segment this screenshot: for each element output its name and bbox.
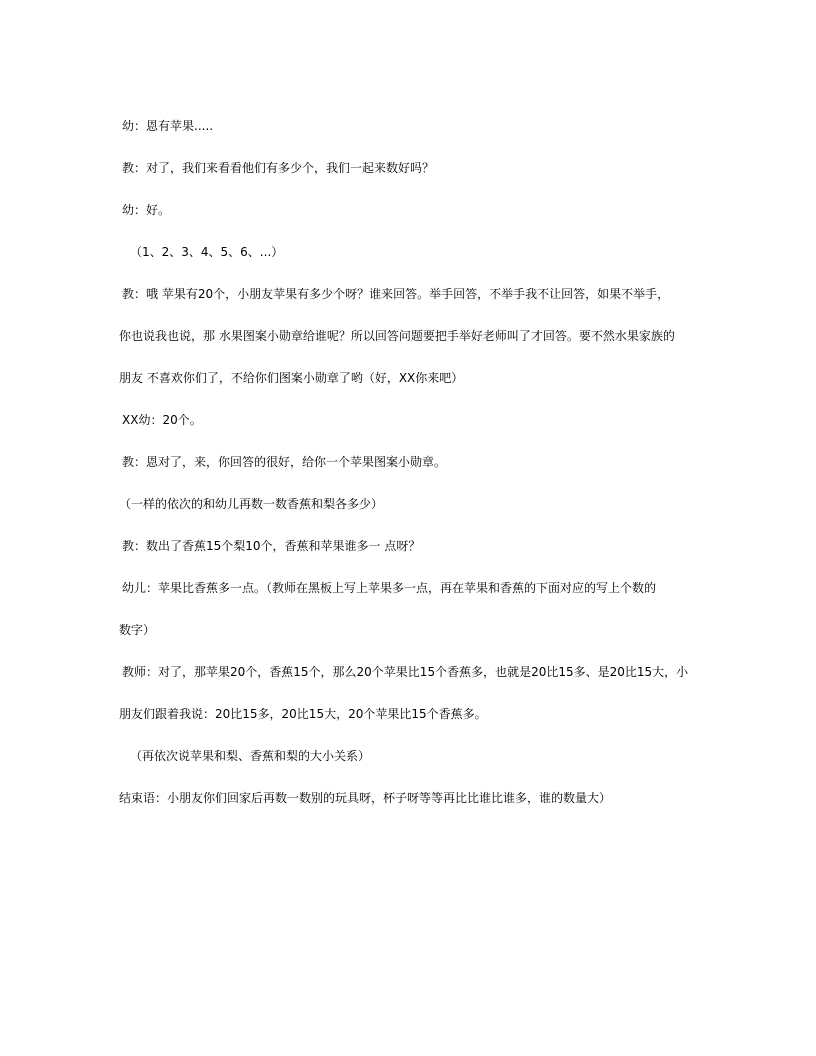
dialogue-line: （一样的依次的和幼儿再数一数香蕉和梨各多少） [119, 497, 384, 511]
dialogue-line: 数字） [119, 623, 156, 637]
dialogue-line: 幼儿：苹果比香蕉多一点。（教师在黑板上写上苹果多一点，再在苹果和香蕉的下面对应的写上个数的 [122, 581, 657, 595]
dialogue-line: 结束语：小朋友你们回家后再数一数别的玩具呀，杯子呀等等再比比谁比谁多，谁的数量大） [119, 791, 612, 805]
dialogue-line: 教师：对了，那苹果20个，香蕉15个，那么20个苹果比15个香蕉多，也就是20比15多、是20比15大，小 [122, 665, 689, 679]
dialogue-line: 教：哦 苹果有20个，小朋友苹果有多少个呀？谁来回答。举手回答，不举手我不让回答，如果不举手， [122, 287, 670, 301]
dialogue-line: 教：对了，我们来看看他们有多少个，我们一起来数好吗？ [122, 161, 435, 175]
dialogue-line: 朋友们跟着我说：20比15多，20比15大，20个苹果比15个香蕉多。 [119, 707, 487, 721]
dialogue-line: 教：恩对了，来，你回答的很好，给你一个苹果图案小勋章。 [122, 455, 447, 469]
dialogue-line: 幼：好。 [122, 203, 171, 217]
dialogue-line: （再依次说苹果和梨、香蕉和梨的大小关系） [130, 749, 371, 763]
dialogue-line: 幼：恩有苹果..... [122, 119, 214, 133]
dialogue-line: （1、2、3、4、5、6、...） [130, 245, 284, 259]
dialogue-line: 你也说我也说，那 水果图案小勋章给谁呢？所以回答问题要把手举好老师叫了才回答。要不然水果家族的 [119, 329, 675, 343]
dialogue-line: XX幼：20个。 [122, 413, 202, 427]
dialogue-line: 教：数出了香蕉15个梨10个，香蕉和苹果谁多一 点呀？ [122, 539, 421, 553]
dialogue-line: 朋友 不喜欢你们了，不给你们图案小勋章了哟（好，XX你来吧） [119, 371, 464, 385]
